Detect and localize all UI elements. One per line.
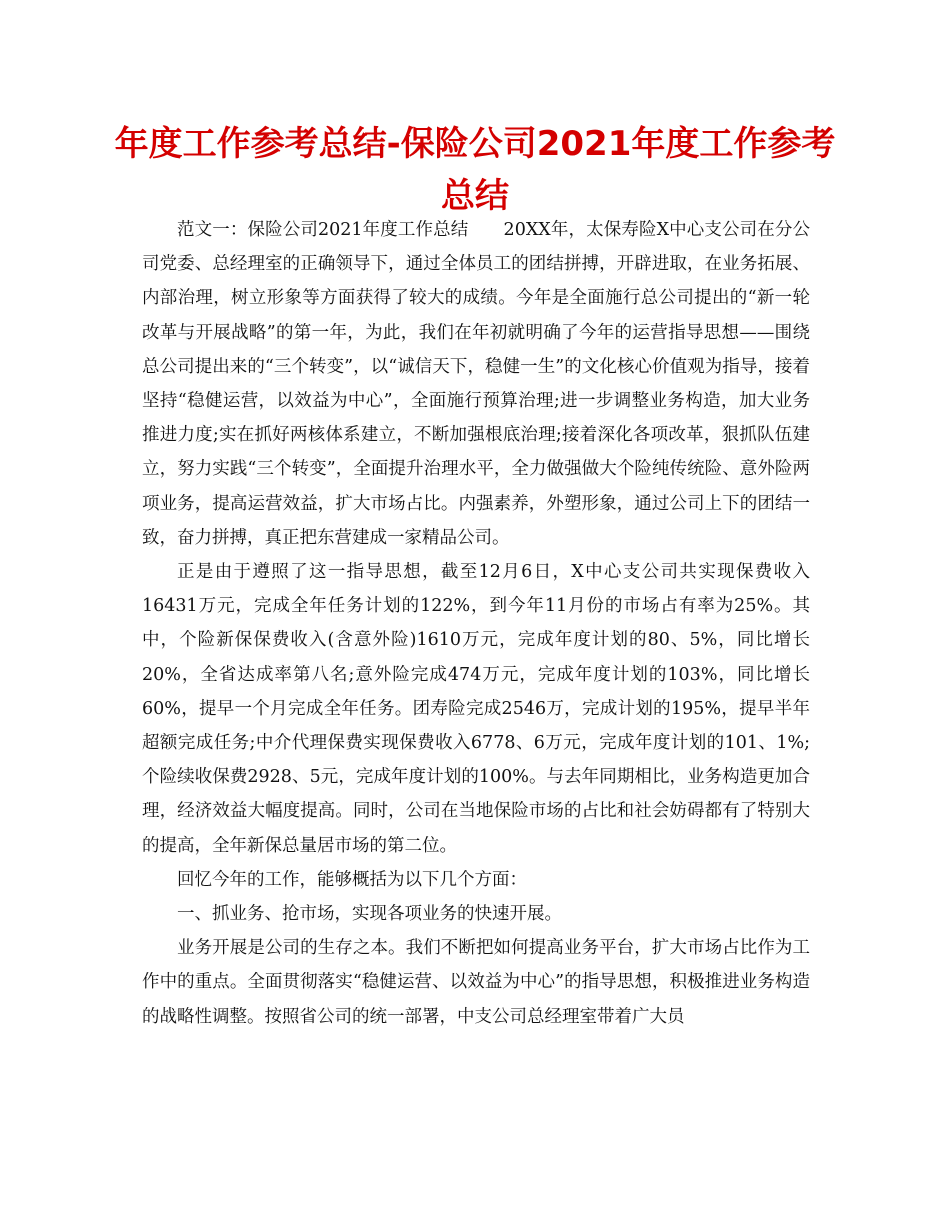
paragraph-intro: 范文一：保险公司2021年度工作总结 20XX年，太保寿险X中心支公司在分公司党委、总经理室的正确领导下，通过全体员工的团结拼搏，开辟进取，在业务拓展、内部治理，树立形象等方面获得了较大的成绩。今年是全面施行总公司提出的“新一轮改革与开展战略”的第一年，为此，我们在年初就明确了今年的运营指导思想——围绕总公司提出来的“三个转变”，以“诚信天下，稳健一生”的文化核心价值观为指导，接着坚持“稳健运营，以效益为中心”，全面施行预算治理;进一步调整业务构造，加大业务推进力度;实在抓好两核体系建立，不断加强根底治理;接着深化各项改革，狠抓队伍建立，努力实践“三个转变”，全面提升治理水平，全力做强做大个险纯传统险、意外险两项业务，提高运营效益，扩大市场占比。内强素养，外塑形象，通过公司上下的团结一致，奋力拼搏，真正把东营建成一家精品公司。 <box>142 220 810 548</box>
paragraph-business-development: 业务开展是公司的生存之本。我们不断把如何提高业务平台，扩大市场占比作为工作中的重点。全面贯彻落实“稳健运营、以效益为中心”的指导思想，积极推进业务构造的战略性调整。按照省公司的统一部署，中支公司总经理室带着广大员 <box>142 938 810 1027</box>
paragraph-results: 正是由于遵照了这一指导思想，截至12月6日，X中心支公司共实现保费收入16431万元，完成全年任务计划的122%，到今年11月份的市场占有率为25%。其中，个险新保保费收入(含意外险)1610万元，完成年度计划的80、5%，同比增长20%，全省达成率第八名;意外险完成474万元，完成年度计划的103%，同比增长60%，提早一个月完成全年任务。团寿险完成2546万，完成计划的195%，提早半年超额完成任务;中介代理保费实现保费收入6778、6万元，完成年度计划的101、1%;个险续收保费2928、5元，完成年度计划的100%。与去年同期相比，业务构造更加合理，经济效益大幅度提高。同时，公司在当地保险市场的占比和社会妨碍都有了特别大的提高，全年新保总量居市场的第二位。 <box>142 562 810 856</box>
document-title: 年度工作参考总结-保险公司2021年度工作参考总结 <box>114 124 836 216</box>
section-heading-1: 一、抓业务、抢市场，实现各项业务的快速开展。 <box>177 904 562 925</box>
document-body <box>142 213 810 1034</box>
paragraph-review-lead: 回忆今年的工作，能够概括为以下几个方面： <box>177 869 527 890</box>
